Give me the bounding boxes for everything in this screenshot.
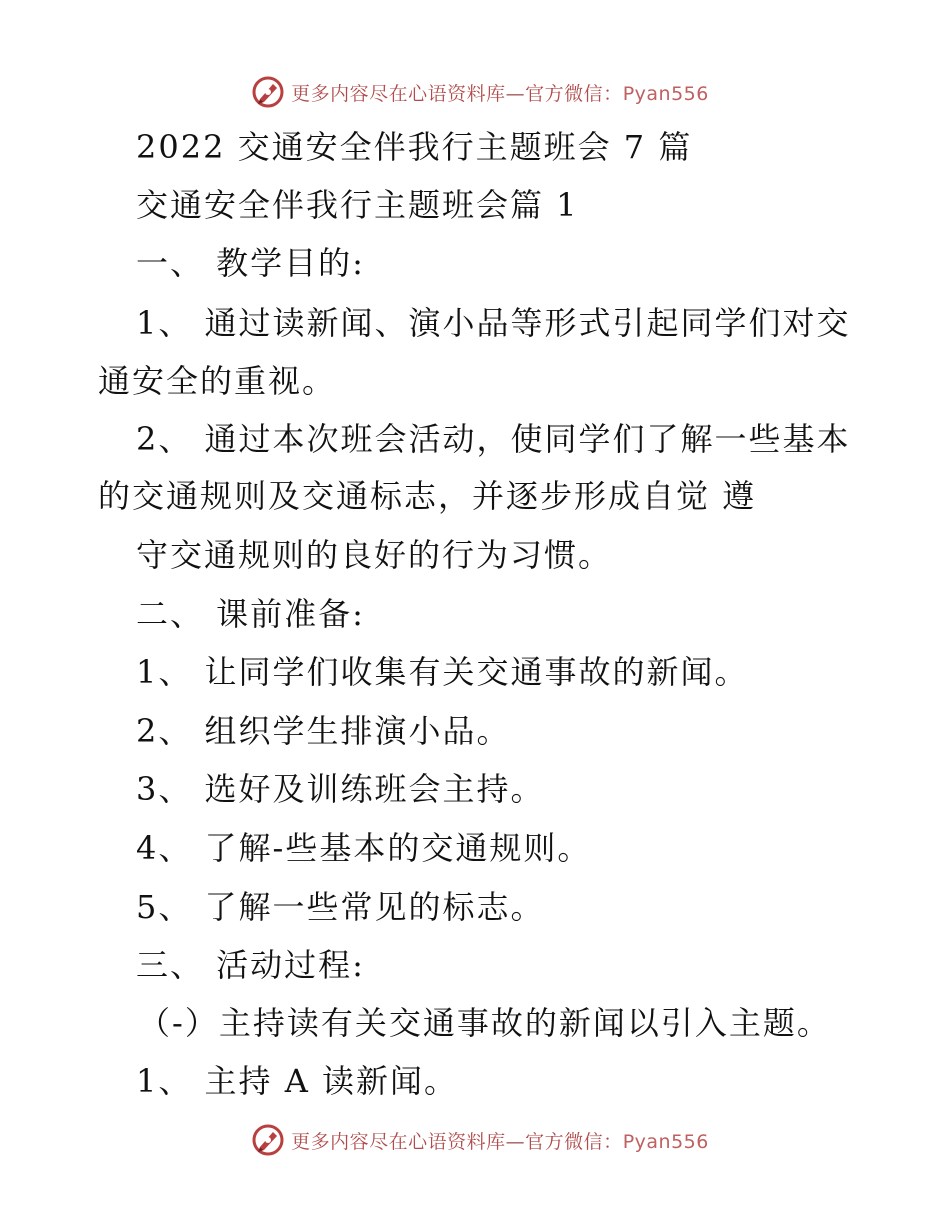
paragraph-line: 2、 通过本次班会活动，使同学们了解一些基本 <box>136 420 851 458</box>
watermark-banner-top <box>0 72 950 112</box>
watermark-content <box>251 1123 709 1157</box>
paragraph-line: 通安全的重视。 <box>98 362 337 400</box>
paragraph-line: 的交通规则及交通标志，并逐步形成自觉 遵 <box>98 477 757 515</box>
paragraph-line: 2、 组织学生排演小品。 <box>136 712 511 750</box>
watermark-banner-bottom <box>0 1120 950 1160</box>
paragraph-line: 4、 了解-些基本的交通规则。 <box>136 829 592 867</box>
paragraph-line: （-）主持读有关交通事故的新闻以引入主题。 <box>138 1004 831 1042</box>
watermark-text: 更多内容尽在心语资料库—官方微信：Pyan556 <box>291 82 709 105</box>
paragraph-line: 二、 课前准备: <box>136 595 365 633</box>
section-heading: 交通安全伴我行主题班会篇 1 <box>136 186 579 224</box>
paragraph-line: 3、 选好及训练班会主持。 <box>136 770 545 808</box>
watermark-text: 更多内容尽在心语资料库—官方微信：Pyan556 <box>291 1130 709 1153</box>
watermark-content <box>251 75 709 109</box>
paragraph-line: 1、 让同学们收集有关交通事故的新闻。 <box>136 653 749 691</box>
pen-logo-icon <box>251 75 285 109</box>
paragraph-line: 1、 通过读新闻、演小品等形式引起同学们对交 <box>136 304 851 342</box>
paragraph-line: 一、 教学目的: <box>136 244 365 282</box>
paragraph-line: 三、 活动过程: <box>136 946 365 984</box>
paragraph-line: 5、 了解一些常见的标志。 <box>136 888 545 926</box>
paragraph-line: 守交通规则的良好的行为习惯。 <box>136 536 613 574</box>
document-title: 2022 交通安全伴我行主题班会 7 篇 <box>136 128 693 166</box>
paragraph-line: 1、 主持 A 读新闻。 <box>136 1062 458 1100</box>
pen-logo-icon <box>251 1123 285 1157</box>
